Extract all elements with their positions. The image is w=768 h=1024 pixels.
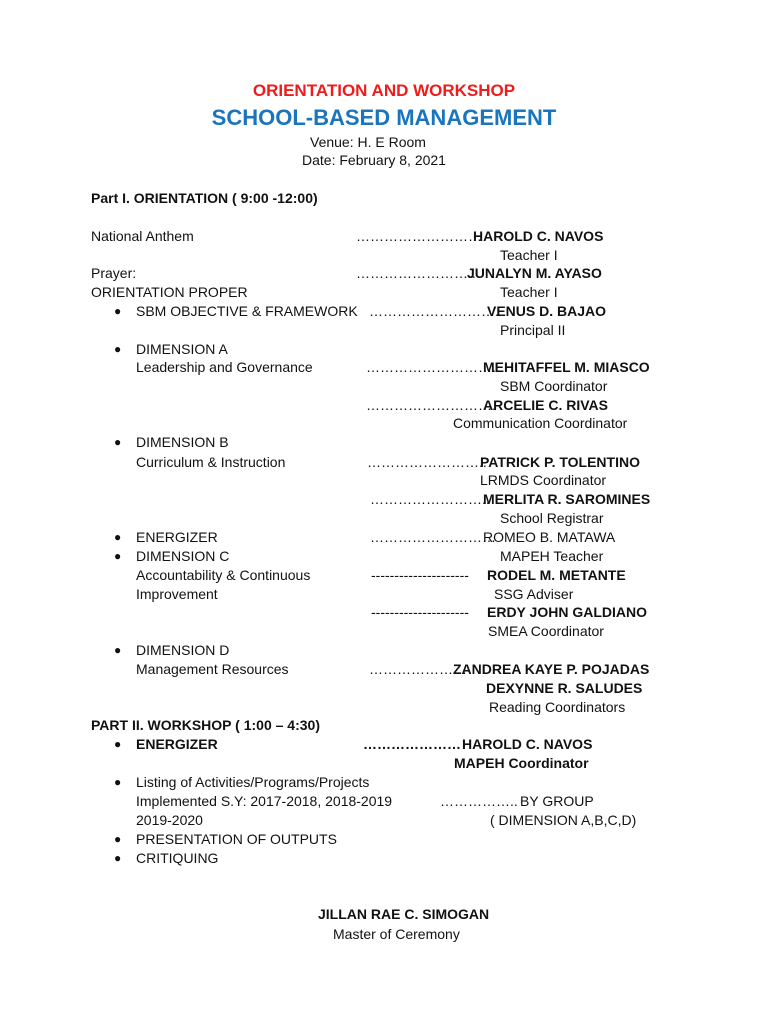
dim-c-name-2: ERDY JOHN GALDIANO [487, 604, 647, 620]
dim-a-role-1: SBM Coordinator [500, 378, 608, 394]
listing-dimensions: ( DIMENSION A,B,C,D) [490, 812, 637, 828]
listing-line-1: Listing of Activities/Programs/Projects [136, 774, 370, 790]
bullet-icon: ● [114, 851, 122, 865]
dim-d-title: DIMENSION D [136, 642, 230, 658]
date: Date: February 8, 2021 [302, 152, 446, 168]
national-anthem-role: Teacher I [500, 247, 558, 263]
bullet-icon: ● [114, 435, 122, 449]
dim-c-dashes-2: --------------------- [371, 604, 469, 620]
part1-heading: Part I. ORIENTATION ( 9:00 -12:00) [91, 190, 318, 206]
dim-a-subtitle: Leadership and Governance [136, 359, 313, 375]
dim-d-subtitle: Management Resources [136, 661, 289, 677]
listing-dots: …………….. [440, 793, 518, 809]
dim-c-name-1: RODEL M. METANTE [487, 567, 626, 583]
energizer-label: ENERGIZER [136, 529, 218, 545]
title-line-1: ORIENTATION AND WORKSHOP [252, 81, 516, 100]
footer-name: JILLAN RAE C. SIMOGAN [318, 906, 490, 922]
sbm-role: Principal II [500, 322, 566, 338]
p2-energizer-role: MAPEH Coordinator [454, 755, 589, 771]
bullet-icon: ● [114, 832, 122, 846]
dim-d-dots: ………………… [369, 661, 467, 677]
dim-b-dots-1: …………………….. [367, 454, 487, 470]
dim-a-name-1: MEHITAFFEL M. MIASCO [483, 359, 650, 375]
title-line-2: SCHOOL-BASED MANAGEMENT [211, 105, 557, 130]
bullet-icon: ● [114, 549, 122, 563]
venue: Venue: H. E Room [310, 134, 426, 150]
p2-energizer-dots: ………………… [363, 736, 461, 752]
dim-b-role-1: LRMDS Coordinator [480, 472, 607, 488]
sbm-name: VENUS D. BAJAO [487, 303, 607, 319]
orientation-proper: ORIENTATION PROPER [91, 284, 248, 300]
critiquing: CRITIQUING [136, 850, 219, 866]
bullet-icon: ● [114, 342, 122, 356]
dim-d-name-2: DEXYNNE R. SALUDES [486, 680, 643, 696]
national-anthem-dots: ……………………… [356, 228, 482, 244]
bullet-icon: ● [114, 643, 122, 657]
dim-c-role-1: SSG Adviser [494, 586, 574, 602]
energizer-name: ROMEO B. MATAWA [483, 529, 616, 545]
dim-a-title: DIMENSION A [136, 341, 228, 357]
prayer-name: JUNALYN M. AYASO [467, 265, 602, 281]
dim-a-role-2: Communication Coordinator [453, 415, 628, 431]
listing-line-2: Implemented S.Y: 2017-2018, 2018-2019 [136, 793, 393, 809]
sbm-label: SBM OBJECTIVE & FRAMEWORK [136, 303, 358, 319]
dim-d-name-1: ZANDREA KAYE P. POJADAS [453, 661, 650, 677]
listing-by-group: BY GROUP [520, 793, 594, 809]
energizer-role: MAPEH Teacher [500, 548, 604, 564]
dim-c-role-2: SMEA Coordinator [488, 623, 604, 639]
part2-heading: PART II. WORKSHOP ( 1:00 – 4:30) [91, 717, 320, 733]
p2-energizer-label: ENERGIZER [136, 736, 218, 752]
dim-d-role: Reading Coordinators [489, 699, 626, 715]
dim-a-name-2: ARCELIE C. RIVAS [483, 397, 608, 413]
p2-energizer-name: HAROLD C. NAVOS [462, 736, 593, 752]
dim-c-subtitle-1: Accountability & Continuous [136, 567, 311, 583]
national-anthem-label: National Anthem [91, 228, 194, 244]
bullet-icon: ● [114, 304, 122, 318]
prayer-dots: …………………….. [356, 265, 476, 281]
bullet-icon: ● [114, 530, 122, 544]
dim-a-dots-2: ………………………. [366, 397, 496, 413]
dim-b-name-2: MERLITA R. SAROMINES [483, 491, 651, 507]
prayer-role: Teacher I [500, 284, 558, 300]
dim-b-subtitle: Curriculum & Instruction [136, 454, 286, 470]
bullet-icon: ● [114, 737, 122, 751]
footer-role: Master of Ceremony [333, 926, 460, 942]
dim-b-dots-2: …………………….. [370, 491, 490, 507]
prayer-label: Prayer: [91, 265, 137, 281]
dim-c-subtitle-2: Improvement [136, 586, 218, 602]
dim-c-dashes-1: --------------------- [371, 567, 469, 583]
listing-line-3: 2019-2020 [136, 812, 203, 828]
dim-b-title: DIMENSION B [136, 434, 229, 450]
energizer-dots: ……………………… [370, 529, 496, 545]
dim-a-dots-1: ………………………. [366, 359, 496, 375]
presentation-of-outputs: PRESENTATION OF OUTPUTS [136, 831, 337, 847]
national-anthem-name: HAROLD C. NAVOS [473, 228, 604, 244]
dim-b-role-2: School Registrar [500, 510, 604, 526]
sbm-dots: ………………………. [369, 303, 499, 319]
dim-b-name-1: PATRICK P. TOLENTINO [480, 454, 640, 470]
dim-c-title: DIMENSION C [136, 548, 230, 564]
bullet-icon: ● [114, 775, 122, 789]
